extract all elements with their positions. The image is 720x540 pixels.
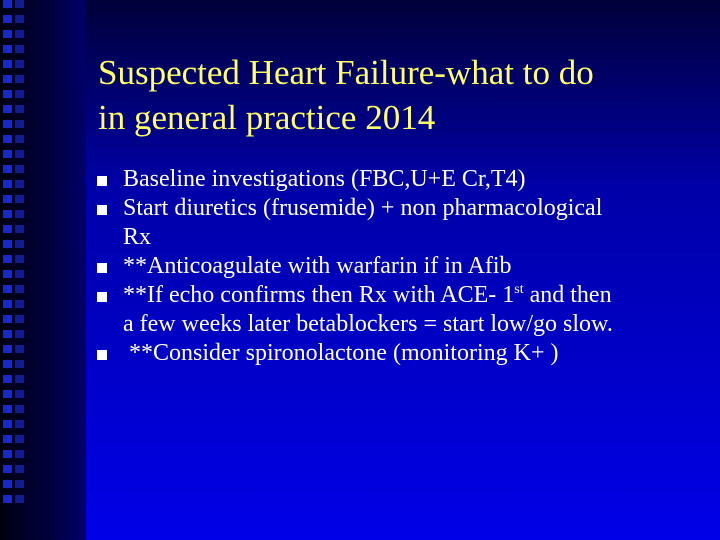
- bullet-item: [97, 339, 707, 368]
- square-bullet-icon: [97, 263, 107, 273]
- square-pattern-icon: [3, 0, 12, 510]
- superscript: st: [514, 282, 524, 297]
- square-bullet-icon: [97, 176, 107, 186]
- square-bullet-icon: [97, 205, 107, 215]
- bullet-list: [97, 165, 707, 368]
- bullet-text: **Consider spironolactone (monitoring K+ ): [123, 340, 559, 366]
- bullet-text: a few weeks later betablockers = start low/go slow.: [123, 311, 613, 337]
- bullet-text-line: [123, 281, 707, 310]
- bullet-item: [97, 194, 707, 252]
- square-pattern-icon: [15, 0, 24, 510]
- square-bullet-icon: [97, 350, 107, 360]
- title-line: Suspected Heart Failure-what to do: [98, 53, 594, 92]
- bullet-text: **If echo confirms then Rx with ACE- 1: [123, 282, 515, 308]
- bullet-text: **Anticoagulate with warfarin if in Afib: [123, 253, 512, 279]
- bullet-item: [97, 165, 707, 194]
- slide-title: [98, 50, 698, 140]
- bullet-text: Baseline investigations (FBC,U+E Cr,T4): [123, 166, 526, 192]
- bullet-text: Start diuretics (frusemide) + non pharmacological: [123, 195, 603, 221]
- bullet-item: [97, 281, 707, 339]
- title-line: in general practice 2014: [98, 98, 436, 137]
- square-bullet-icon: [97, 292, 107, 302]
- bullet-text: and then: [523, 282, 612, 308]
- bullet-item: [97, 252, 707, 281]
- decorative-sidebar: [0, 0, 86, 540]
- bullet-text: Rx: [123, 224, 152, 250]
